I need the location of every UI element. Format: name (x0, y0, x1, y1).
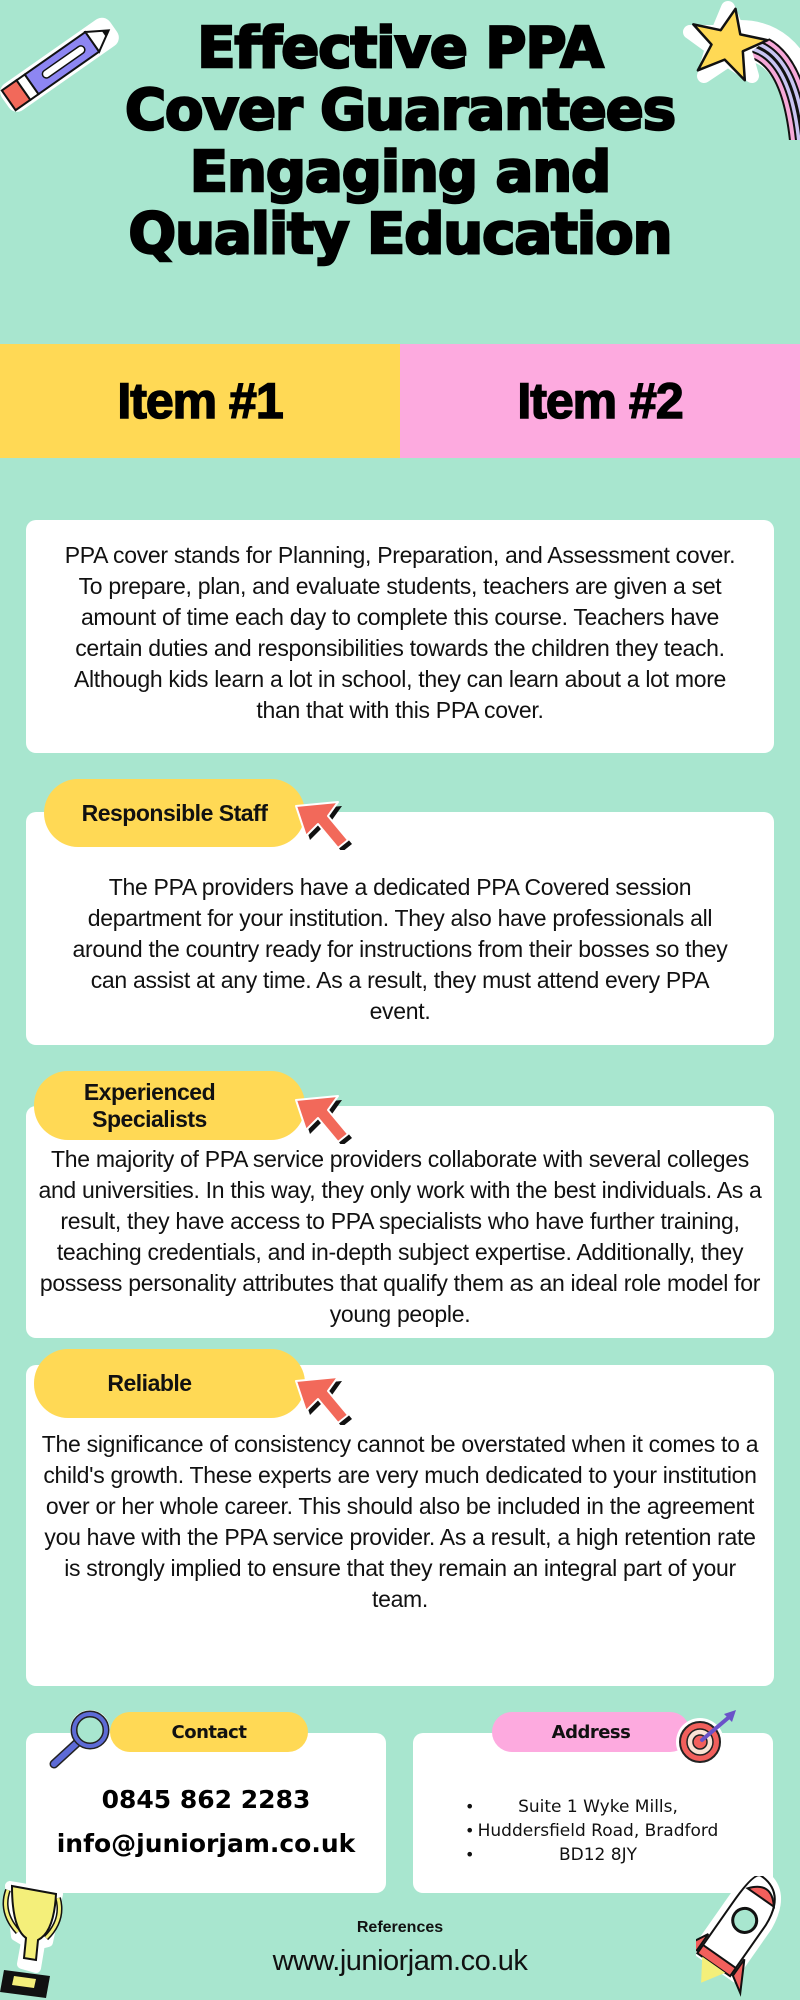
address-list (413, 1795, 773, 1867)
references-link[interactable]: www.juniorjam.co.uk (272, 1945, 528, 1977)
section-text-responsible-staff: The PPA providers have a dedicated PPA Covered session department for your institution. They also have professionals all around the country ready for instructions from their bosses so they can assist at any time. As a result, they must attend every PPA event. (72, 874, 728, 1024)
item-1-label: Item #1 (117, 373, 283, 429)
contact-heading-label: Contact (171, 1721, 247, 1743)
contact-heading (110, 1712, 308, 1752)
title-line-3: Engaging and (189, 140, 611, 205)
cursor-arrow-icon (290, 1092, 352, 1144)
item-2-banner (400, 344, 800, 458)
section-heading-label: Experienced Specialists (83, 1078, 216, 1132)
references-label: References (356, 1919, 444, 1936)
title-line-2: Cover Guarantees (124, 78, 676, 143)
address-line: • Suite 1 Wyke Mills, (413, 1795, 773, 1819)
target-icon (676, 1708, 740, 1766)
address-heading (492, 1712, 690, 1752)
address-heading-label: Address (551, 1721, 631, 1743)
section-heading-responsible-staff (44, 779, 305, 847)
intro-card (26, 520, 774, 753)
title-line-1: Effective PPA (197, 16, 603, 81)
item-2-label: Item #2 (517, 373, 683, 429)
contact-phone[interactable]: 0845 862 2283 (101, 1785, 311, 1814)
contact-email[interactable]: info@juniorjam.co.uk (56, 1829, 356, 1858)
rocket-icon (696, 1876, 800, 2000)
page-title (0, 18, 800, 266)
magnifier-icon (44, 1708, 116, 1772)
title-line-4: Quality Education (128, 202, 672, 267)
section-heading-experienced-specialists (34, 1071, 305, 1140)
intro-text: PPA cover stands for Planning, Preparation, and Assessment cover. To prepare, plan, and evaluate students, teachers are given a set amount of time each day to complete this course. Teachers have certain duties and responsibilities towards the children they teach. Although kids learn a lot in school, they can learn about a lot more than that with this PPA cover. (64, 542, 736, 723)
section-text-reliable: The significance of consistency cannot be overstated when it comes to a child's growth. These experts are very much dedicated to your institution over or her whole career. This should also be included in the agreement you have with the PPA service provider. As a result, a high retention rate is strongly implied to ensure that they remain an integral part of your team. (41, 1431, 759, 1612)
section-heading-label: Responsible Staff (81, 799, 268, 826)
cursor-arrow-icon (290, 798, 352, 850)
item-1-banner (0, 344, 400, 458)
section-heading-reliable (34, 1349, 305, 1418)
section-text-experienced-specialists: The majority of PPA service providers collaborate with several colleges and universities. In this way, they only work with the best individuals. As a result, they have access to PPA specialists who have further training, teaching credentials, and in-depth subject expertise. Additionally, they possess personality attributes that qualify them as an ideal role model for young people. (38, 1146, 762, 1327)
address-line: • Huddersfield Road, Bradford (413, 1819, 773, 1843)
section-card-experienced-specialists (26, 1106, 774, 1338)
address-line: • BD12 8JY (413, 1843, 773, 1867)
section-heading-label: Reliable (107, 1370, 192, 1396)
cursor-arrow-icon (290, 1373, 352, 1425)
